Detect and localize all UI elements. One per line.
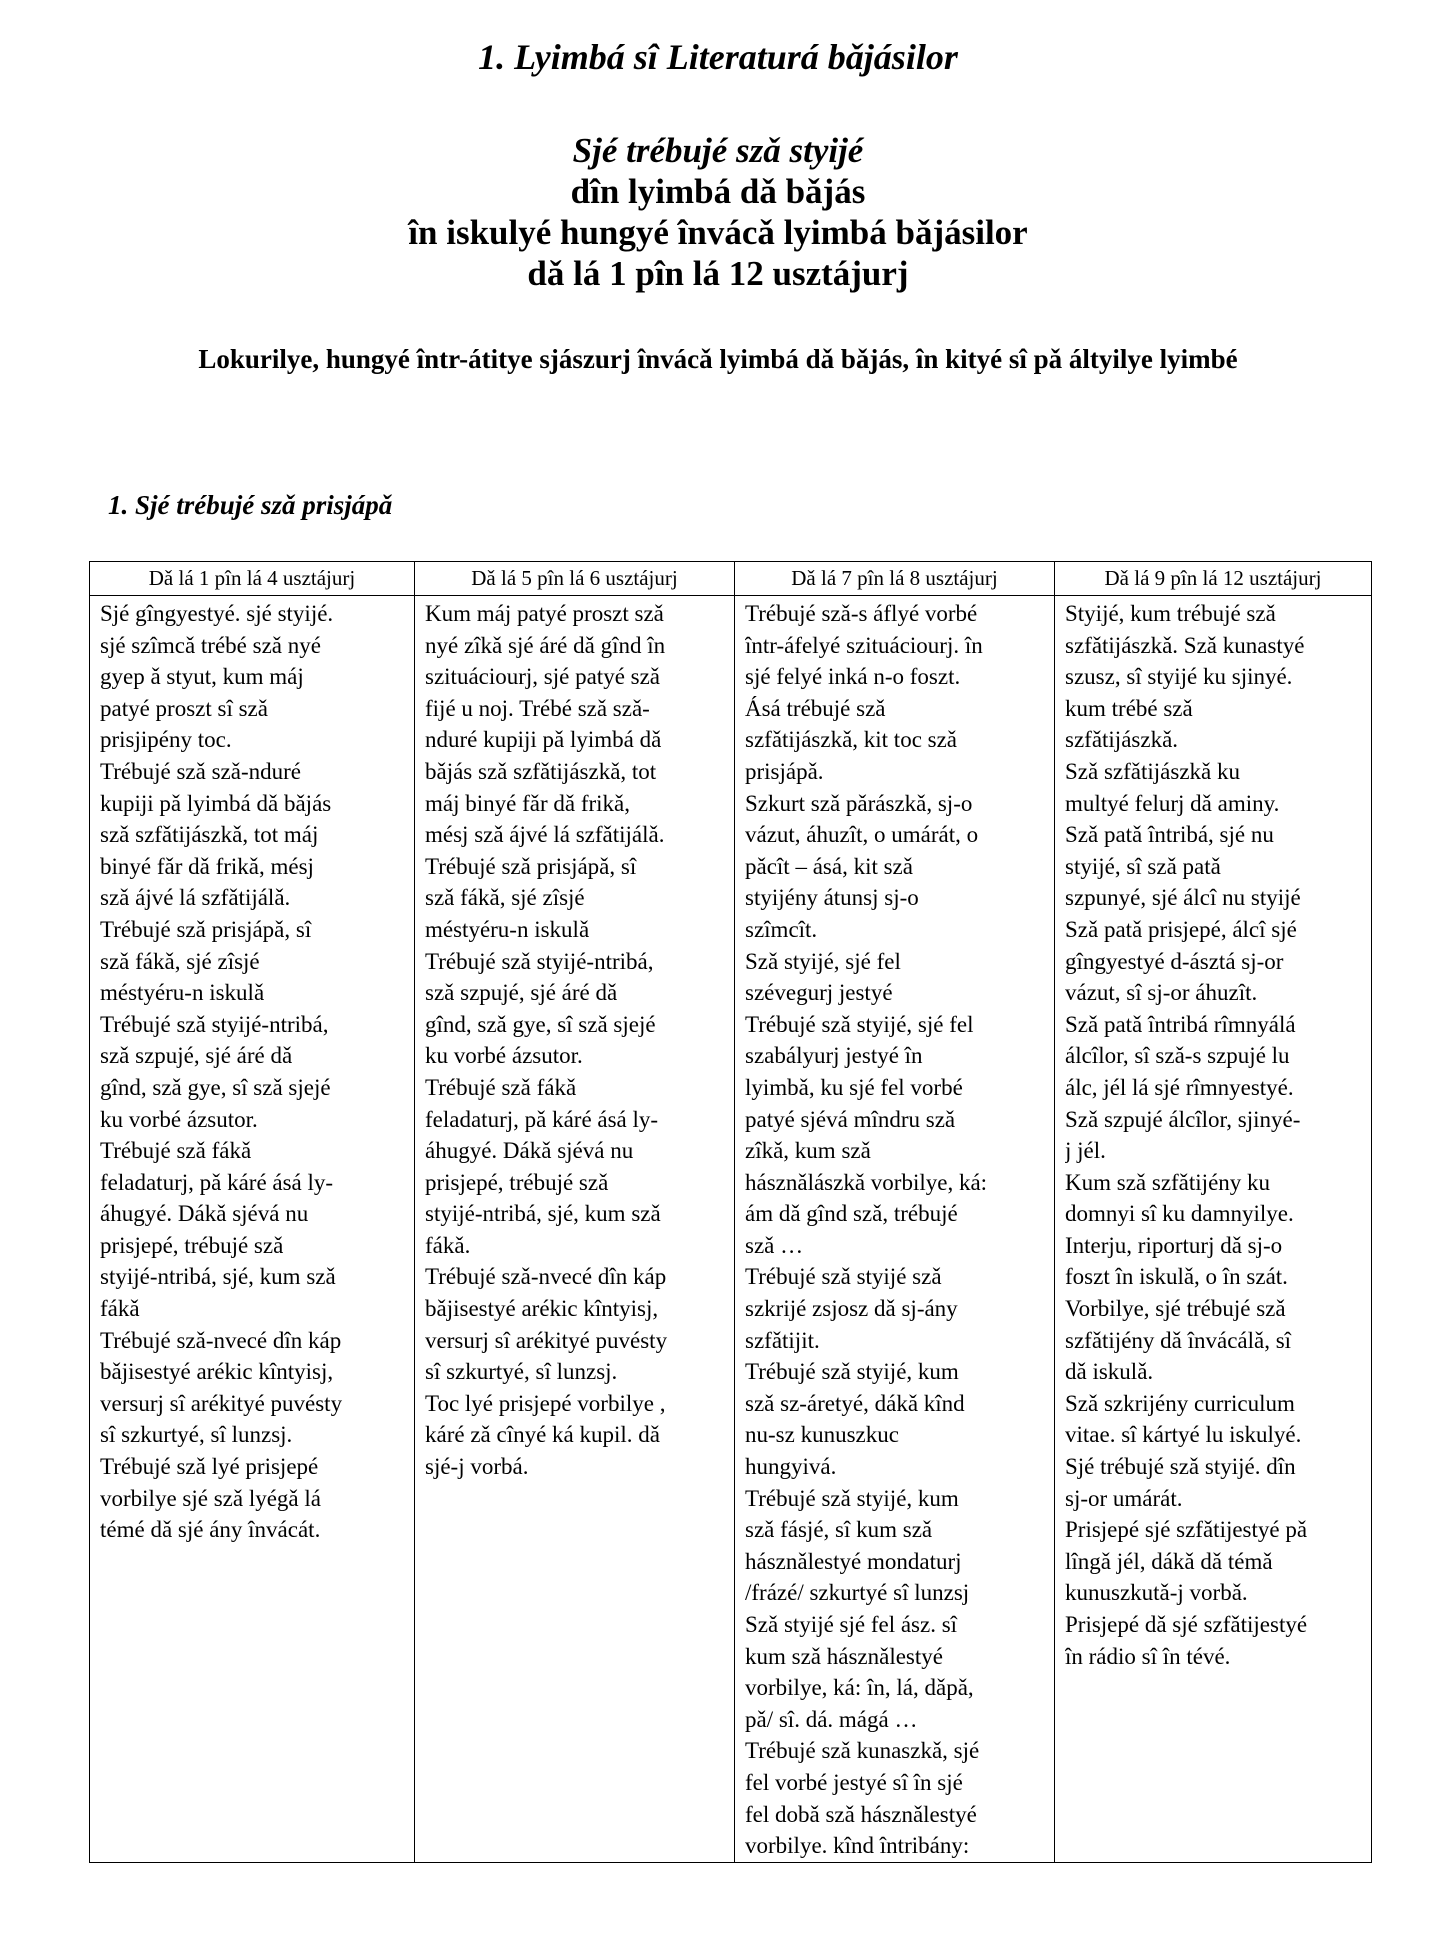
table-row — [90, 596, 1372, 1863]
cell-line: styijé-ntribá, sjé, kum szǎ — [425, 1201, 661, 1227]
cell-line: szǎ szpujé, sjé áré dǎ — [100, 1043, 293, 1069]
cell-line: versurj sî arékityé puvésty — [100, 1390, 343, 1416]
cell-line: szfǎtijény dǎ învácálǎ, sî — [1065, 1327, 1292, 1353]
cell-line: Trébujé szǎ kunaszkǎ, sjé — [745, 1738, 980, 1764]
cell-line: feladaturj, pǎ káré ásá ly- — [425, 1106, 659, 1132]
cell-line: szǎ sz-áretyé, dákǎ kînd — [745, 1390, 965, 1416]
cell-line: szǎ … — [745, 1232, 804, 1258]
column-header: Dǎ lá 7 pîn lá 8 usztájurj — [735, 562, 1055, 596]
cell-line: Trébujé szǎ-s áflyé vorbé — [745, 601, 978, 626]
column-header: Dǎ lá 1 pîn lá 4 usztájurj — [90, 562, 415, 596]
cell-line: gînd, szǎ gye, sî szǎ sjejé — [425, 1011, 656, 1037]
cell-line: Trébujé szǎ-nvecé dîn káp — [425, 1264, 667, 1290]
cell-line: prisjápǎ. — [745, 758, 824, 784]
cell-line: fel vorbé jestyé sî în sjé — [745, 1769, 963, 1795]
cell-line: Prisjepé dǎ sjé szfǎtijestyé — [1065, 1612, 1308, 1637]
curriculum-table — [89, 561, 1372, 1863]
cell-line: vázut, sî sj-or áhuzît. — [1065, 980, 1258, 1006]
cell-line: Sjé gîngyestyé. sjé styijé. — [100, 601, 334, 626]
cell-line: szǎ szpujé, sjé áré dǎ — [425, 980, 618, 1006]
column-header: Dǎ lá 5 pîn lá 6 usztájurj — [415, 562, 735, 596]
cell-line: Trébujé szǎ styijé, sjé fel — [745, 1011, 974, 1037]
cell-line: sj-or umárát. — [1065, 1485, 1183, 1511]
cell-line: lîngǎ jél, dákǎ dǎ témǎ — [1065, 1548, 1273, 1574]
cell-line: szfǎtijit. — [745, 1327, 820, 1353]
cell-line: j jél. — [1065, 1138, 1106, 1164]
cell-line: álcîlor, sî szǎ-s szpujé lu — [1065, 1043, 1290, 1069]
cell-line: styijé, sî szǎ patǎ — [1065, 853, 1221, 879]
cell-line: Szǎ szkrijény curriculum — [1065, 1390, 1295, 1416]
cell-line: ku vorbé ázsutor. — [100, 1106, 258, 1132]
cell-line: témé dǎ sjé ány învácát. — [100, 1517, 321, 1543]
cell-line: szǎ ájvé lá szfǎtijálǎ. — [100, 885, 291, 911]
cell-line: Prisjepé sjé szfǎtijestyé pǎ — [1065, 1517, 1308, 1543]
cell-line: kunuszkutǎ-j vorbǎ. — [1065, 1580, 1248, 1606]
cell-line: szfǎtijászkǎ, kit toc szǎ — [745, 727, 958, 753]
cell-line: patyé sjévá mîndru szǎ — [745, 1106, 956, 1132]
cell-line: multyé felurj dǎ aminy. — [1065, 790, 1280, 816]
cell-line: mésj szǎ ájvé lá szfǎtijálǎ. — [425, 822, 665, 848]
cell-line: sjé felyé inká n-o foszt. — [745, 664, 961, 690]
cell-line: zîkǎ, kum szǎ — [745, 1138, 871, 1164]
cell-line: Trébujé szǎ styijé-ntribá, — [100, 1011, 329, 1037]
cell-line: Ásá trébujé szǎ — [745, 695, 886, 721]
cell-line: vorbilye sjé szǎ lyégǎ lá — [100, 1485, 321, 1511]
cell-line: szîmcît. — [745, 916, 818, 942]
cell-line: Trébujé szǎ szǎ-nduré — [100, 758, 301, 784]
cell-line: vorbilye, ká: în, lá, dǎpǎ, — [745, 1675, 974, 1701]
cell-line: patyé proszt sî szǎ — [100, 695, 268, 721]
cell-line: prisjepé, trébujé szǎ — [425, 1169, 609, 1195]
cell-line: szusz, sî styijé ku sjinyé. — [1065, 664, 1293, 690]
cell-line: styijé-ntribá, sjé, kum szǎ — [100, 1264, 336, 1290]
cell-line: Szǎ styijé, sjé fel — [745, 948, 901, 974]
cell-line: Trébujé szǎ lyé prisjepé — [100, 1454, 319, 1480]
cell-line: Szǎ patǎ întribá rîmnyálá — [1065, 1011, 1296, 1037]
cell-line: sî szkurtyé, sî lunzsj. — [100, 1422, 293, 1448]
cell-line: Szkurt szǎ pǎrászkǎ, sj-o — [745, 790, 973, 816]
table-cell — [415, 596, 735, 1863]
cell-line: szǎ fákǎ, sjé zîsjé — [425, 885, 585, 911]
heading-line-1: Sjé trébujé szǎ styijé — [572, 131, 864, 170]
table-header-row — [90, 562, 1372, 596]
cell-line: bǎjás szǎ szfǎtijászkǎ, tot — [425, 758, 657, 784]
cell-line: áhugyé. Dákǎ sjévá nu — [425, 1138, 634, 1164]
cell-line: binyé fǎr dǎ frikǎ, mésj — [100, 853, 314, 879]
cell-line: foszt în iskulǎ, o în szát. — [1065, 1264, 1288, 1290]
cell-line: în rádio sî în tévé. — [1065, 1643, 1231, 1669]
cell-line: Trébujé szǎ prisjápǎ, sî — [425, 853, 637, 879]
cell-line: szabályurj jestyé în — [745, 1043, 923, 1069]
cell-line: fákǎ. — [425, 1232, 471, 1258]
heading-line-3: în iskulyé hungyé învácǎ lyimbá bǎjásilor — [408, 213, 1028, 252]
cell-line: Kum máj patyé proszt szǎ — [425, 601, 664, 626]
heading-line-2: dîn lyimbá dǎ bǎjás — [570, 172, 866, 211]
cell-line: fijé u noj. Trébé szǎ szǎ- — [425, 695, 650, 721]
cell-line: szǎ fákǎ, sjé zîsjé — [100, 948, 260, 974]
cell-line: styijény átunsj sj-o — [745, 885, 919, 911]
cell-line: fákǎ — [100, 1296, 140, 1322]
cell-line: hásznǎlestyé mondaturj — [745, 1548, 962, 1574]
cell-line: szǎ fásjé, sî kum szǎ — [745, 1517, 933, 1543]
cell-line: Trébujé szǎ-nvecé dîn káp — [100, 1327, 342, 1353]
cell-line: versurj sî arékityé puvésty — [425, 1327, 668, 1353]
cell-line: Trébujé szǎ styijé, kum — [745, 1485, 959, 1511]
cell-line: kupiji pǎ lyimbá dǎ bǎjás — [100, 790, 332, 816]
cell-line: pǎcît – ásá, kit szǎ — [745, 853, 913, 879]
cell-line: álc, jél lá sjé rîmnyestyé. — [1065, 1074, 1294, 1100]
subheading: Lokurilye, hungyé într-átitye sjászurj învácǎ lyimbá dǎ bǎjás, în kityé sî pǎ áltyilye lyimbé — [198, 344, 1238, 374]
cell-line: Szǎ patǎ întribá, sjé nu — [1065, 822, 1274, 848]
cell-line: dǎ iskulǎ. — [1065, 1359, 1154, 1385]
cell-line: szfǎtijászkǎ. — [1065, 727, 1179, 753]
cell-line: ku vorbé ázsutor. — [425, 1043, 583, 1069]
cell-line: áhugyé. Dákǎ sjévá nu — [100, 1201, 309, 1227]
cell-line: gînd, szǎ gye, sî szǎ sjejé — [100, 1074, 331, 1100]
table-cell — [735, 596, 1055, 1863]
cell-line: Interju, riporturj dǎ sj-o — [1065, 1232, 1283, 1258]
cell-line: Szǎ szpujé álcîlor, sjinyé- — [1065, 1106, 1301, 1132]
heading-line-4: dǎ lá 1 pîn lá 12 usztájurj — [527, 254, 909, 293]
cell-line: kum szǎ hásznǎlestyé — [745, 1643, 943, 1669]
cell-line: káré zǎ cînyé ká kupil. dǎ — [425, 1422, 660, 1448]
main-heading — [0, 130, 1436, 294]
cell-line: prisjipény toc. — [100, 727, 232, 753]
cell-line: bǎjisestyé arékic kîntyisj, — [100, 1359, 334, 1385]
cell-line: Trébujé szǎ styijé, kum — [745, 1359, 959, 1385]
cell-line: într-áfelyé szituáciourj. în — [745, 632, 983, 658]
cell-line: Trébujé szǎ fákǎ — [425, 1074, 577, 1100]
cell-line: sî szkurtyé, sî lunzsj. — [425, 1359, 618, 1385]
cell-line: hungyivá. — [745, 1454, 837, 1480]
cell-line: Szǎ patǎ prisjepé, álcî sjé — [1065, 916, 1297, 942]
cell-line: méstyéru-n iskulǎ — [425, 916, 590, 942]
cell-line: feladaturj, pǎ káré ásá ly- — [100, 1169, 334, 1195]
cell-line: szituáciourj, sjé patyé szǎ — [425, 664, 661, 690]
cell-line: nu-sz kunuszkuc — [745, 1422, 899, 1448]
cell-line: Toc lyé prisjepé vorbilye , — [425, 1390, 666, 1416]
cell-line: lyimbǎ, ku sjé fel vorbé — [745, 1074, 963, 1100]
cell-line: szkrijé zsjosz dǎ sj-ány — [745, 1296, 958, 1322]
cell-line: Trébujé szǎ prisjápǎ, sî — [100, 916, 312, 942]
document-title: 1. Lyimbá sî Literaturá bǎjásilor — [478, 37, 958, 77]
table-cell — [1055, 596, 1372, 1863]
cell-line: vázut, áhuzît, o umárát, o — [745, 822, 979, 848]
cell-line: nduré kupiji pǎ lyimbá dǎ — [425, 727, 662, 753]
cell-line: domnyi sî ku damnyilye. — [1065, 1201, 1294, 1227]
column-header: Dǎ lá 9 pîn lá 12 usztájurj — [1055, 562, 1372, 596]
cell-line: sjé-j vorbá. — [425, 1454, 529, 1480]
cell-line: Trébujé szǎ styijé szǎ — [745, 1264, 942, 1290]
cell-line: fel dobǎ szǎ hásznǎlestyé — [745, 1801, 977, 1827]
cell-line: Styijé, kum trébujé szǎ — [1065, 601, 1276, 626]
table-cell — [90, 596, 415, 1863]
cell-line: szfǎtijászkǎ. Szǎ kunastyé — [1065, 632, 1305, 658]
cell-line: hásznǎlászkǎ vorbilye, ká: — [745, 1169, 988, 1195]
cell-line: szǎ szfǎtijászkǎ, tot máj — [100, 822, 319, 848]
cell-line: prisjepé, trébujé szǎ — [100, 1232, 284, 1258]
cell-line: vitae. sî kártyé lu iskulyé. — [1065, 1422, 1302, 1448]
cell-line: Szǎ szfǎtijászkǎ ku — [1065, 758, 1240, 784]
section-title: 1. Sjé trébujé szǎ prisjápǎ — [108, 490, 393, 520]
cell-line: szpunyé, sjé álcî nu styijé — [1065, 885, 1301, 911]
cell-line: Kum szǎ szfǎtijény ku — [1065, 1169, 1271, 1195]
cell-line: kum trébé szǎ — [1065, 695, 1193, 721]
cell-line: ám dǎ gînd szǎ, trébujé — [745, 1201, 958, 1227]
cell-line: Vorbilye, sjé trébujé szǎ — [1065, 1296, 1286, 1322]
cell-line: pǎ/ sî. dá. mágá … — [745, 1706, 918, 1732]
cell-line: /frázé/ szkurtyé sî lunzsj — [745, 1580, 970, 1606]
cell-line: Trébujé szǎ styijé-ntribá, — [425, 948, 654, 974]
cell-line: gyep ǎ styut, kum máj — [100, 664, 304, 690]
cell-line: méstyéru-n iskulǎ — [100, 980, 265, 1006]
cell-line: Sjé trébujé szǎ styijé. dîn — [1065, 1454, 1296, 1480]
cell-line: Szǎ styijé sjé fel ász. sî — [745, 1612, 958, 1637]
cell-line: gîngyestyé d-ásztá sj-or — [1065, 948, 1284, 974]
cell-line: bǎjisestyé arékic kîntyisj, — [425, 1296, 659, 1322]
cell-line: szévegurj jestyé — [745, 980, 893, 1006]
cell-line: vorbilye. kînd întribány: — [745, 1833, 970, 1859]
cell-line: Trébujé szǎ fákǎ — [100, 1138, 252, 1164]
cell-line: sjé szîmcǎ trébé szǎ nyé — [100, 632, 321, 658]
cell-line: máj binyé fǎr dǎ frikǎ, — [425, 790, 630, 816]
cell-line: nyé zîkǎ sjé áré dǎ gînd în — [425, 632, 666, 658]
